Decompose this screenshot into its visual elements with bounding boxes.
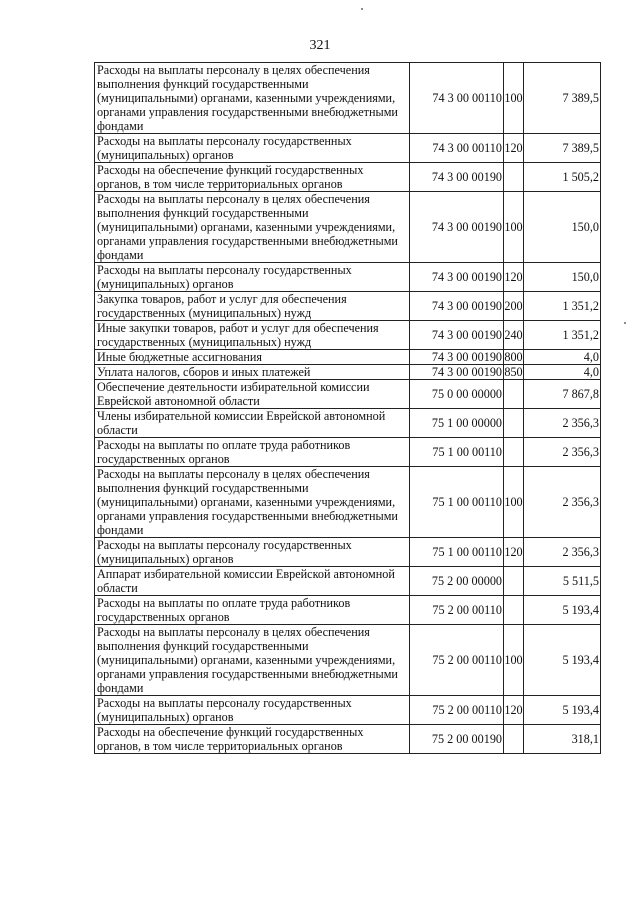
table-row [95,438,601,467]
code-cell: 74 3 00 00190 [410,163,504,192]
vr-cell: 850 [504,365,523,379]
table-row [95,350,601,365]
amount-cell: 5 511,5 [524,567,601,596]
code-cell: 74 3 00 00190 [410,365,504,380]
vr-cell: 120 [504,696,524,725]
table-body [95,63,601,754]
table-row [95,63,601,134]
amount-cell: 2 356,3 [524,538,601,567]
table-row [95,163,601,192]
amount-cell: 4,0 [524,350,601,365]
code-cell: 74 3 00 00110 [410,134,504,163]
amount-cell: 150,0 [524,263,601,292]
amount-cell: 1 351,2 [524,292,601,321]
name-cell: Расходы на обеспечение функций государственных органов, в том числе территориальных органов [95,725,410,754]
page-number: 321 [309,38,331,53]
table-row [95,380,601,409]
code-cell: 74 3 00 00190 [410,192,504,263]
code-cell: 75 1 00 00000 [410,409,504,438]
name-cell: Расходы на выплаты персоналу государственных (муниципальных) органов [95,538,410,567]
table-row [95,696,601,725]
name-cell: Расходы на выплаты персоналу в целях обеспечения выполнения функций государственными (муниципальными) органами, казенными учреждениями, органами управления государственными внебюджетными фондами [95,625,410,696]
table-row [95,409,601,438]
scan-speck [361,8,363,10]
vr-cell [504,380,524,409]
name-cell: Обеспечение деятельности избирательной комиссии Еврейской автономной области [95,380,410,409]
amount-cell: 4,0 [524,365,601,380]
amount-cell: 5 193,4 [524,596,601,625]
code-cell: 75 2 00 00000 [410,567,504,596]
amount-cell: 5 193,4 [524,696,601,725]
code-cell: 75 1 00 00110 [410,467,504,538]
code-cell: 75 2 00 00110 [410,696,504,725]
budget-table [94,62,601,754]
table-row [95,192,601,263]
name-cell: Иные закупки товаров, работ и услуг для обеспечения государственных (муниципальных) нужд [95,321,410,350]
name-cell: Уплата налогов, сборов и иных платежей [95,365,410,380]
table-row [95,725,601,754]
vr-cell: 120 [504,263,524,292]
name-cell: Расходы на выплаты персоналу государственных (муниципальных) органов [95,134,410,163]
vr-cell [504,409,524,438]
vr-cell: 100 [504,63,524,134]
vr-cell: 120 [504,538,524,567]
name-cell: Члены избирательной комиссии Еврейской автономной области [95,409,410,438]
amount-cell: 5 193,4 [524,625,601,696]
code-cell: 75 2 00 00110 [410,596,504,625]
table-row [95,134,601,163]
vr-cell: 800 [504,350,523,364]
code-cell: 74 3 00 00190 [410,350,504,365]
vr-cell: 200 [504,292,524,321]
scan-speck [624,322,626,324]
table-row [95,467,601,538]
amount-cell: 318,1 [524,725,601,754]
table-row [95,292,601,321]
vr-cell: 240 [504,321,524,350]
code-cell: 74 3 00 00190 [410,292,504,321]
vr-cell [504,438,524,467]
amount-cell: 1 351,2 [524,321,601,350]
name-cell: Закупка товаров, работ и услуг для обеспечения государственных (муниципальных) нужд [95,292,410,321]
name-cell: Расходы на выплаты персоналу государственных (муниципальных) органов [95,263,410,292]
amount-cell: 1 505,2 [524,163,601,192]
vr-cell: 100 [504,192,524,263]
name-cell: Иные бюджетные ассигнования [95,350,410,365]
name-cell: Расходы на выплаты персоналу государственных (муниципальных) органов [95,696,410,725]
code-cell: 75 2 00 00110 [410,625,504,696]
table-row [95,567,601,596]
vr-cell: 100 [504,625,524,696]
name-cell: Расходы на выплаты по оплате труда работников государственных органов [95,596,410,625]
table-row [95,365,601,380]
amount-cell: 2 356,3 [524,467,601,538]
code-cell: 74 3 00 00190 [410,263,504,292]
name-cell: Расходы на выплаты персоналу в целях обеспечения выполнения функций государственными (муниципальными) органами, казенными учреждениями, органами управления государственными внебюджетными фондами [95,192,410,263]
name-cell: Расходы на выплаты персоналу в целях обеспечения выполнения функций государственными (муниципальными) органами, казенными учреждениями, органами управления государственными внебюджетными фондами [95,63,410,134]
name-cell: Расходы на обеспечение функций государственных органов, в том числе территориальных органов [95,163,410,192]
code-cell: 75 1 00 00110 [410,538,504,567]
code-cell: 75 1 00 00110 [410,438,504,467]
vr-cell [504,725,524,754]
code-cell: 74 3 00 00110 [410,63,504,134]
table-row [95,625,601,696]
vr-cell [504,596,524,625]
amount-cell: 150,0 [524,192,601,263]
table-row [95,596,601,625]
vr-cell: 120 [504,134,524,163]
vr-cell [504,163,524,192]
code-cell: 75 2 00 00190 [410,725,504,754]
name-cell: Расходы на выплаты персоналу в целях обеспечения выполнения функций государственными (муниципальными) органами, казенными учреждениями, органами управления государственными внебюджетными фондами [95,467,410,538]
table-row [95,321,601,350]
code-cell: 75 0 00 00000 [410,380,504,409]
table-row [95,263,601,292]
code-cell: 74 3 00 00190 [410,321,504,350]
vr-cell: 100 [504,467,524,538]
amount-cell: 2 356,3 [524,438,601,467]
name-cell: Аппарат избирательной комиссии Еврейской автономной области [95,567,410,596]
amount-cell: 7 867,8 [524,380,601,409]
amount-cell: 7 389,5 [524,134,601,163]
amount-cell: 7 389,5 [524,63,601,134]
vr-cell [504,567,524,596]
table-row [95,538,601,567]
name-cell: Расходы на выплаты по оплате труда работников государственных органов [95,438,410,467]
amount-cell: 2 356,3 [524,409,601,438]
